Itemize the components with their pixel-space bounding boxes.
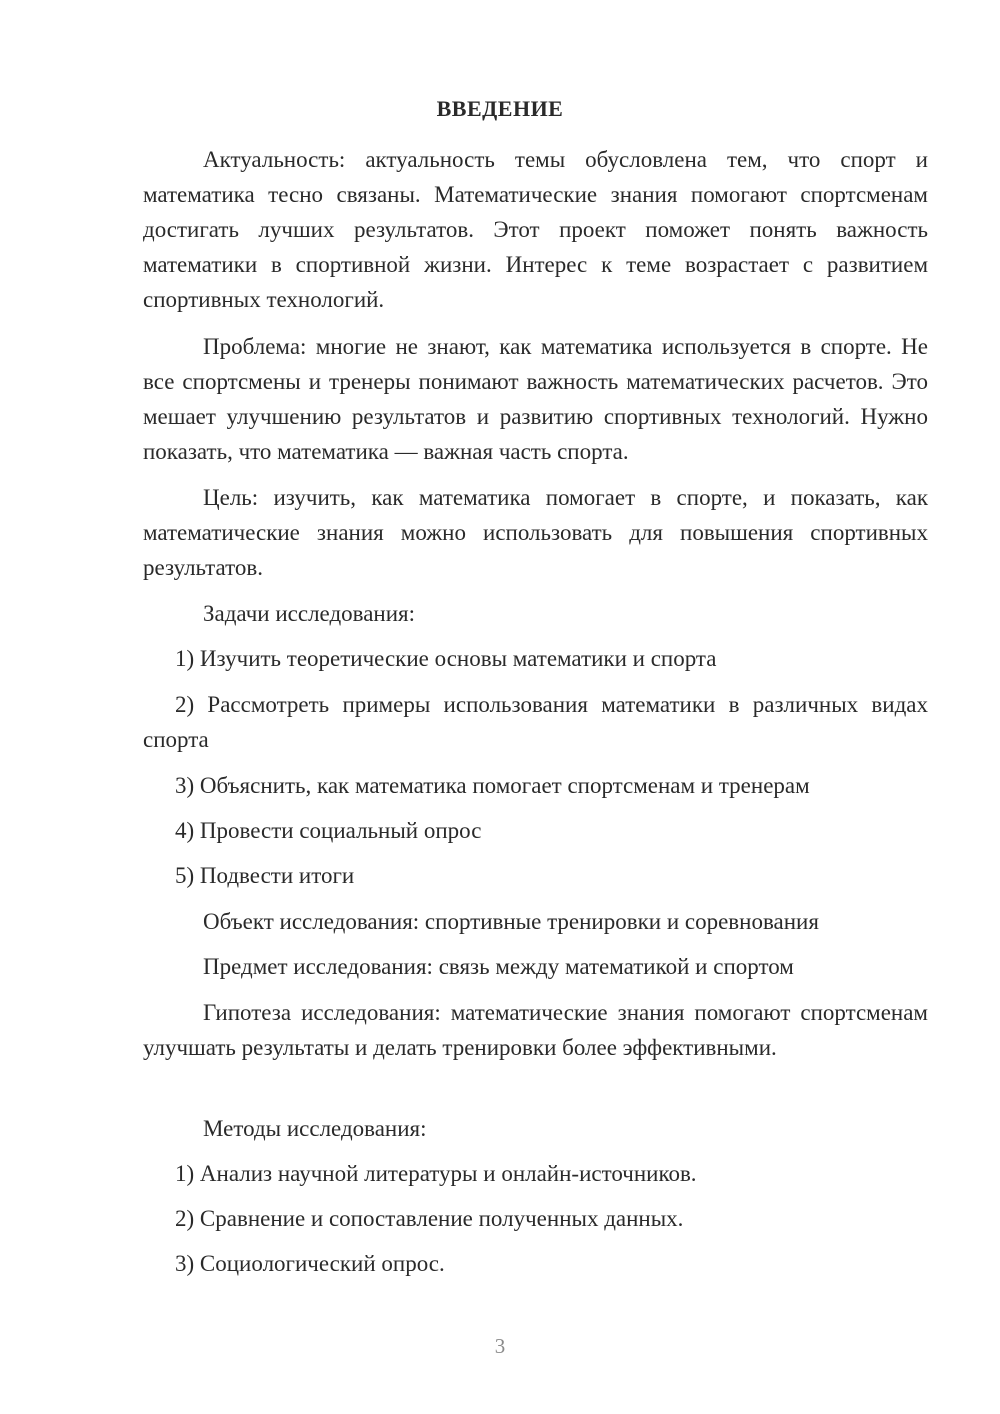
- relevance-paragraph: Актуальность: актуальность темы обусловлена тем, что спорт и математика тесно связаны. Математические знания помогают спортсменам достигать лучших результатов. Этот проект поможет понять важность математики в спортивной жизни. Интерес к теме возрастает с развитием спортивных технологий.: [143, 147, 928, 312]
- method-item-2: 2) Сравнение и сопоставление полученных данных.: [175, 1206, 684, 1231]
- section-title: ВВЕДЕНИЕ: [436, 96, 564, 121]
- task-item-3: 3) Объяснить, как математика помогает спортсменам и тренерам: [175, 773, 810, 798]
- method-item-1: 1) Анализ научной литературы и онлайн-источников.: [175, 1161, 697, 1186]
- object-line: Объект исследования: спортивные тренировки и соревнования: [203, 909, 819, 934]
- hypothesis-paragraph: Гипотеза исследования: математические знания помогают спортсменам улучшать результаты и делать тренировки более эффективными.: [143, 1000, 928, 1060]
- task-item-1: 1) Изучить теоретические основы математики и спорта: [175, 646, 717, 671]
- page-number: 3: [494, 1334, 506, 1358]
- task-item-5: 5) Подвести итоги: [175, 863, 355, 888]
- goal-paragraph: Цель: изучить, как математика помогает в спорте, и показать, как математические знания можно использовать для повышения спортивных результатов.: [143, 485, 928, 580]
- subject-line: Предмет исследования: связь между математикой и спортом: [203, 954, 794, 979]
- methods-heading: Методы исследования:: [203, 1116, 427, 1141]
- problem-paragraph: Проблема: многие не знают, как математика используется в спорте. Не все спортсмены и тренеры понимают важность математических расчетов. Это мешает улучшению результатов и развитию спортивных технологий. Нужно показать, что математика — важная часть спорта.: [143, 334, 928, 464]
- method-item-3: 3) Социологический опрос.: [175, 1251, 445, 1276]
- task-item-2: 2) Рассмотреть примеры использования математики в различных видах спорта: [143, 692, 928, 752]
- task-item-4: 4) Провести социальный опрос: [175, 818, 482, 843]
- tasks-heading: Задачи исследования:: [203, 601, 416, 626]
